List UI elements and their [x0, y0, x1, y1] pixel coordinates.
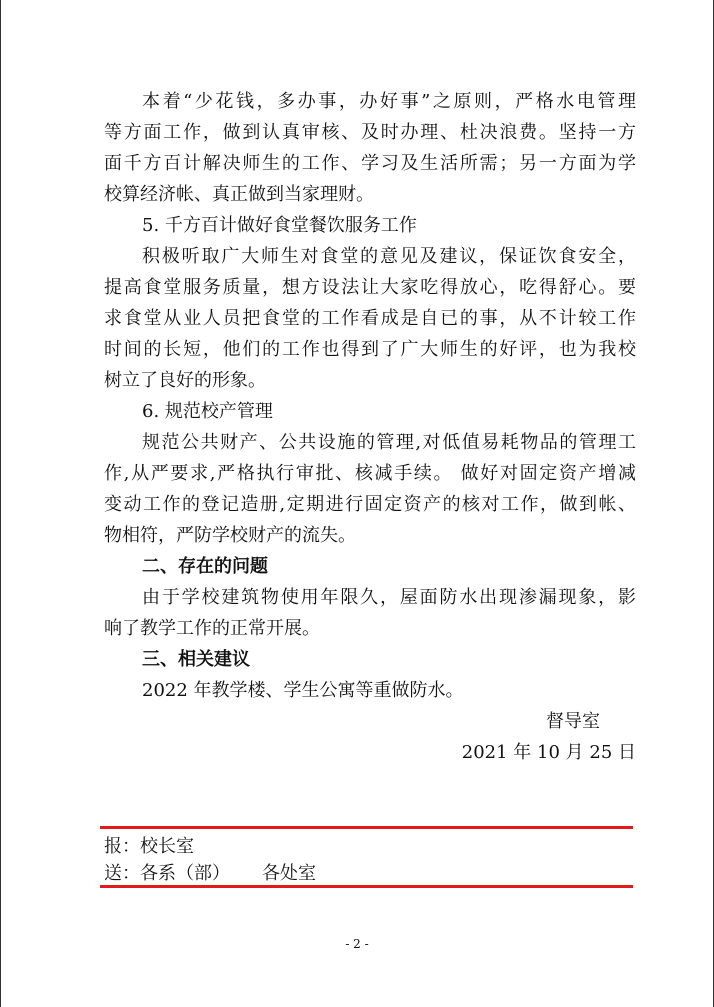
- page-number: - 2 -: [345, 937, 369, 951]
- distribution-report: [104, 835, 194, 859]
- send-label: 送：: [104, 863, 140, 884]
- distribution-rule-bottom: [100, 885, 633, 888]
- paragraph-line: 面千方百计解决师生的工作、学习及生活所需；另一方面为学: [104, 153, 636, 174]
- paragraph-line: 本着“少花钱，多办事，办好事”之原则，严格水电管理: [142, 91, 636, 112]
- signature-date: 2021 年 10 月 25 日: [461, 742, 636, 763]
- paragraph-line: 作,从严要求,严格执行审批、核减手续。 做好对固定资产增减: [104, 463, 636, 484]
- paragraph-line: 提高食堂服务质量，想方设法让大家吃得放心，吃得舒心。要: [104, 277, 636, 298]
- paragraph-line: 变动工作的登记造册,定期进行固定资产的核对工作，做到帐、: [104, 494, 636, 515]
- distribution-rule-top: [100, 826, 633, 829]
- send-recipient-offices: 各处室: [262, 863, 316, 884]
- paragraph-line: 由于学校建筑物使用年限久，屋面防水出现渗漏现象，影: [142, 587, 636, 608]
- paragraph-line: 2022 年教学楼、学生公寓等重做防水。: [142, 680, 464, 701]
- section-heading-problems: 二、存在的问题: [142, 556, 268, 577]
- paragraph-line: 响了教学工作的正常开展。: [104, 618, 320, 639]
- document-body: [104, 86, 636, 768]
- paragraph-line: 时间的长短，他们的工作也得到了广大师生的好评，也为我校: [104, 339, 636, 360]
- subheading-assets: 6. 规范校产管理: [142, 401, 273, 422]
- paragraph-line: 树立了良好的形象。: [104, 370, 266, 391]
- paragraph-line: 求食堂从业人员把食堂的工作看成是自已的事，从不计较工作: [104, 308, 636, 329]
- send-recipient-departments: 各系（部）: [140, 863, 230, 884]
- subheading-canteen: 5. 千方百计做好食堂餐饮服务工作: [142, 215, 417, 236]
- report-recipient: 校长室: [140, 836, 194, 857]
- paragraph-line: 积极听取广大师生对食堂的意见及建议，保证饮食安全，: [142, 246, 636, 267]
- paragraph-line: 校算经济帐、真正做到当家理财。: [104, 184, 374, 205]
- signature-office: 督导室: [546, 711, 600, 732]
- report-label: 报：: [104, 836, 140, 857]
- distribution-send: [104, 862, 316, 886]
- paragraph-line: 等方面工作，做到认真审核、及时办理、杜决浪费。坚持一方: [104, 122, 636, 143]
- section-heading-suggestions: 三、相关建议: [142, 649, 250, 670]
- page-edge-left: [0, 0, 1, 1007]
- paragraph-line: 物相符，严防学校财产的流失。: [104, 525, 356, 546]
- paragraph-line: 规范公共财产、公共设施的管理,对低值易耗物品的管理工: [142, 432, 636, 453]
